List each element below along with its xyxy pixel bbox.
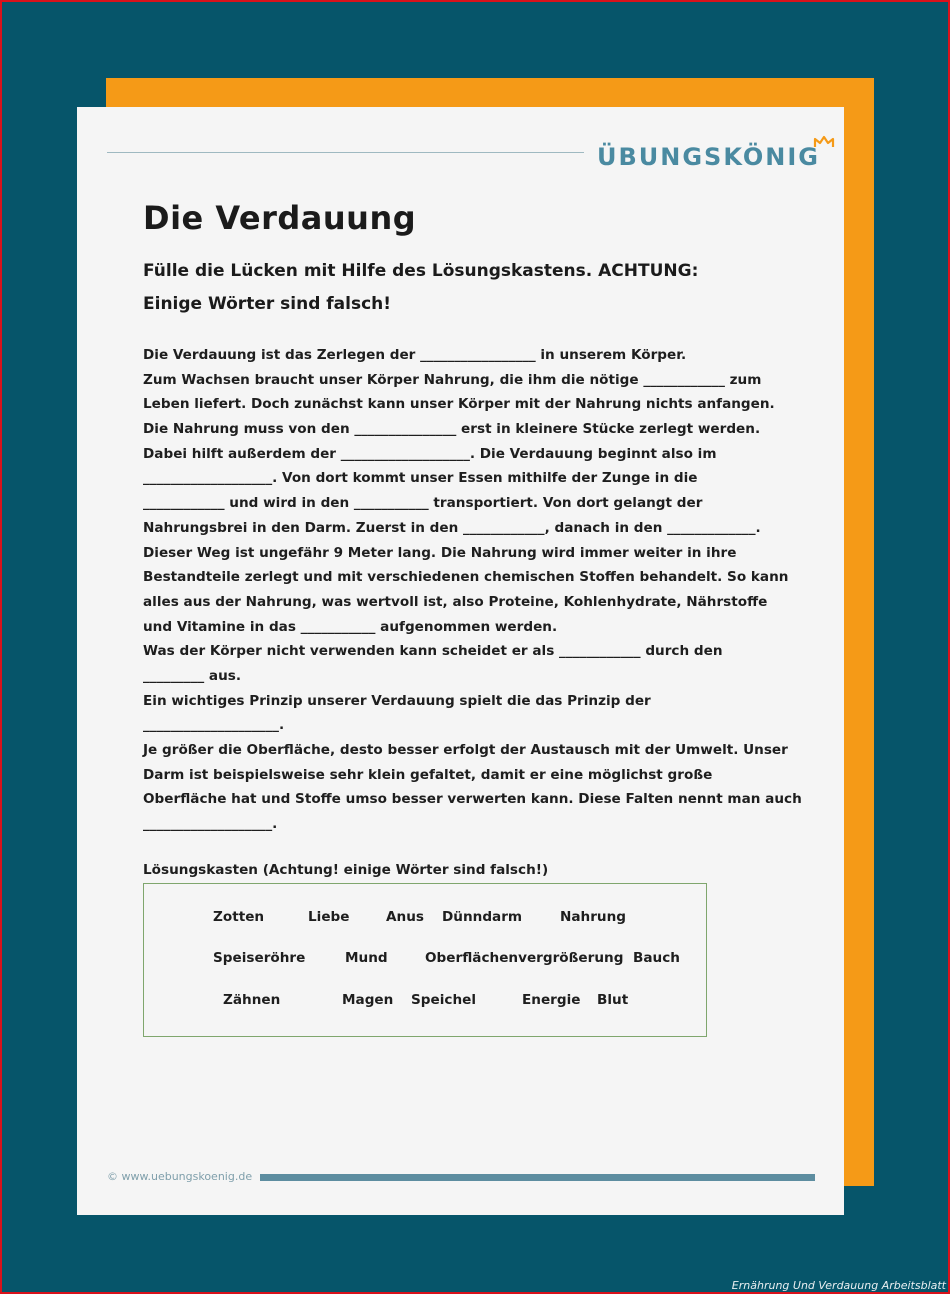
- text-line: _________ aus.: [143, 667, 242, 684]
- crown-icon: [813, 135, 835, 149]
- footer-url: © www.uebungskoenig.de: [107, 1170, 253, 1183]
- solution-word: Magen: [342, 992, 394, 1008]
- solution-word: Energie: [522, 992, 581, 1008]
- solution-word: Mund: [345, 950, 388, 966]
- text-line: Nahrungsbrei in den Darm. Zuerst in den ____________, danach in den _____________.: [143, 519, 761, 536]
- instruction-line: Fülle die Lücken mit Hilfe des Lösungskastens. ACHTUNG:: [143, 261, 699, 281]
- text-line: Dieser Weg ist ungefähr 9 Meter lang. Die Nahrung wird immer weiter in ihre: [143, 544, 737, 561]
- text-line: Bestandteile zerlegt und mit verschiedenen chemischen Stoffen behandelt. So kann: [143, 569, 789, 586]
- text-line: Zum Wachsen braucht unser Körper Nahrung, die ihm die nötige ____________ zum: [143, 371, 762, 388]
- footer-bar: [260, 1174, 815, 1181]
- solution-word: Blut: [597, 992, 629, 1008]
- text-line: und Vitamine in das ___________ aufgenommen werden.: [143, 618, 558, 635]
- text-line: ____________________.: [143, 717, 285, 734]
- solution-word: Liebe: [308, 909, 350, 925]
- cloze-text: [143, 343, 802, 837]
- text-line: Die Verdauung ist das Zerlegen der _________________ in unserem Körper.: [143, 347, 687, 363]
- solution-word: Nahrung: [560, 909, 627, 925]
- instruction-line: Einige Wörter sind falsch!: [143, 294, 392, 314]
- text-line: Was der Körper nicht verwenden kann scheidet er als ____________ durch den: [143, 643, 723, 660]
- logo-text: ÜBUNGSKÖNIG: [597, 143, 820, 171]
- text-line: alles aus der Nahrung, was wertvoll ist, also Proteine, Kohlenhydrate, Nährstoffe: [143, 593, 768, 610]
- worksheet-page: [77, 107, 844, 1215]
- solution-word: Speiseröhre: [213, 950, 306, 966]
- solution-word: Oberflächenvergrößerung: [425, 950, 624, 966]
- text-line: Dabei hilft außerdem der ___________________. Die Verdauung beginnt also im: [143, 445, 717, 462]
- solution-box-label: Lösungskasten (Achtung! einige Wörter sind falsch!): [143, 862, 549, 878]
- solution-word: Anus: [386, 909, 424, 925]
- worksheet-title: Die Verdauung: [143, 199, 417, 237]
- solution-word: Zotten: [213, 909, 265, 925]
- text-line: ___________________. Von dort kommt unser Essen mithilfe der Zunge in die: [143, 470, 698, 487]
- worksheet-instruction: [143, 255, 783, 321]
- solution-word: Zähnen: [223, 992, 281, 1008]
- text-line: Leben liefert. Doch zunächst kann unser Körper mit der Nahrung nichts anfangen.: [143, 396, 775, 413]
- brand-logo: [597, 143, 820, 177]
- solution-word: Speichel: [411, 992, 477, 1008]
- text-line: Die Nahrung muss von den _______________ erst in kleinere Stücke zerlegt werden.: [143, 421, 761, 438]
- text-line: ____________ und wird in den ___________ transportiert. Von dort gelangt der: [143, 495, 703, 512]
- text-line: Ein wichtiges Prinzip unserer Verdauung spielt die das Prinzip der: [143, 692, 651, 709]
- solution-word: Dünndarm: [442, 909, 523, 925]
- image-caption: Ernährung Und Verdauung Arbeitsblatt: [731, 1279, 946, 1292]
- header-rule: [107, 152, 584, 153]
- text-line: ___________________.: [143, 816, 278, 833]
- solution-word: Bauch: [633, 950, 680, 966]
- text-line: Je größer die Oberfläche, desto besser erfolgt der Austausch mit der Umwelt. Unser: [143, 742, 788, 758]
- text-line: Oberfläche hat und Stoffe umso besser verwerten kann. Diese Falten nennt man auch: [143, 791, 802, 808]
- solution-box: [143, 883, 707, 1037]
- text-line: Darm ist beispielsweise sehr klein gefaltet, damit er eine möglichst große: [143, 766, 713, 783]
